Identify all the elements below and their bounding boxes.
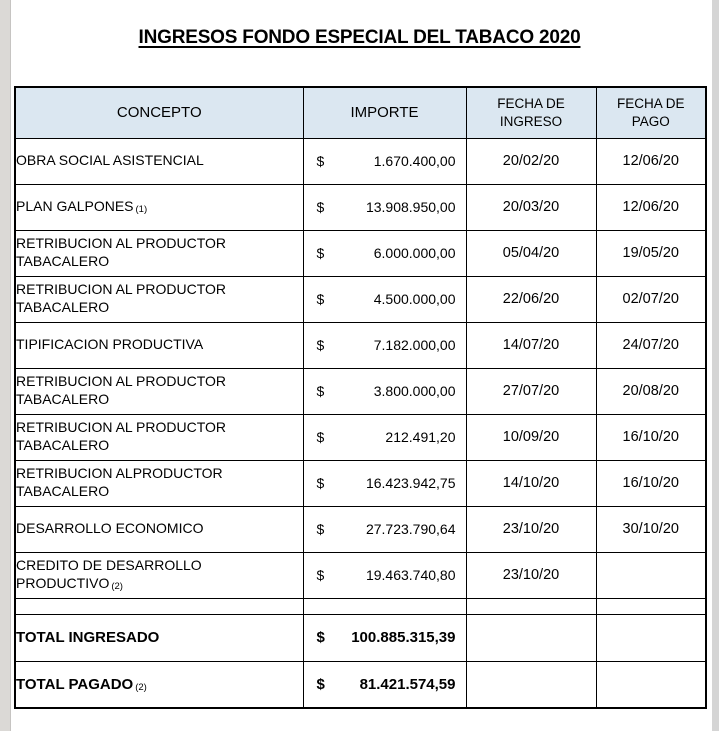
- cell-importe: [303, 614, 466, 661]
- cell-concepto: RETRIBUCION AL PRODUCTOR TABACALERO: [15, 368, 303, 414]
- amount: 3.800.000,00: [373, 383, 456, 399]
- cell-fecha-ingreso: [466, 661, 596, 708]
- cell-fecha-pago: 24/07/20: [596, 322, 706, 368]
- currency-symbol: $: [316, 629, 325, 646]
- footnote-marker: (2): [111, 581, 123, 592]
- cell-importe: [303, 661, 466, 708]
- currency-symbol: $: [316, 291, 325, 307]
- amount: 7.182.000,00: [373, 337, 456, 353]
- currency-symbol: $: [316, 245, 325, 261]
- amount: 1.670.400,00: [373, 153, 456, 169]
- amount: 19.463.740,80: [365, 567, 456, 583]
- cell-importe: [303, 552, 466, 598]
- table-row: [15, 460, 706, 506]
- amount: 212.491,20: [385, 429, 456, 445]
- total-pagado-row: [15, 661, 706, 708]
- cell-total-label: TOTAL PAGADO (2): [15, 661, 303, 708]
- footnote-marker: (2): [135, 681, 147, 693]
- currency-symbol: $: [316, 383, 325, 399]
- ingresos-table: [14, 86, 707, 709]
- amount: 16.423.942,75: [365, 475, 456, 491]
- cell-fecha-ingreso: 10/09/20: [466, 414, 596, 460]
- table-row: [15, 138, 706, 184]
- cell-concepto: DESARROLLO ECONOMICO: [15, 506, 303, 552]
- cell-concepto: PLAN GALPONES (1): [15, 184, 303, 230]
- total-ingresado-row: [15, 614, 706, 661]
- cell-importe: [303, 230, 466, 276]
- cell-fecha-ingreso: 05/04/20: [466, 230, 596, 276]
- currency-symbol: $: [316, 153, 325, 169]
- table-row: [15, 184, 706, 230]
- footnote-marker: (1): [135, 204, 148, 216]
- header-row: [15, 87, 706, 138]
- cell-concepto: RETRIBUCION AL PRODUCTOR TABACALERO: [15, 276, 303, 322]
- cell-fecha-pago: 02/07/20: [596, 276, 706, 322]
- table-row: [15, 414, 706, 460]
- currency-symbol: $: [316, 429, 325, 445]
- cell-fecha-pago: 16/10/20: [596, 460, 706, 506]
- cell-fecha-ingreso: 23/10/20: [466, 552, 596, 598]
- table-row: [15, 230, 706, 276]
- amount: 13.908.950,00: [365, 199, 456, 215]
- cell-fecha-ingreso: [466, 614, 596, 661]
- cell-fecha-pago: 16/10/20: [596, 414, 706, 460]
- table-row: [15, 506, 706, 552]
- col-header-fecha-ingreso: FECHA DE INGRESO: [466, 87, 596, 138]
- cell-importe: [303, 276, 466, 322]
- currency-symbol: $: [316, 675, 325, 693]
- cell-importe: [303, 460, 466, 506]
- cell-fecha-pago: 12/06/20: [596, 138, 706, 184]
- cell-concepto: CREDITO DE DESARROLLO PRODUCTIVO (2): [15, 552, 303, 598]
- cell-fecha-ingreso: 27/07/20: [466, 368, 596, 414]
- cell-fecha-ingreso: 23/10/20: [466, 506, 596, 552]
- currency-symbol: $: [316, 567, 325, 583]
- cell-fecha-pago: [596, 661, 706, 708]
- col-header-fecha-pago: FECHA DE PAGO: [596, 87, 706, 138]
- right-scrollbar-track[interactable]: [712, 0, 719, 731]
- cell-fecha-ingreso: 14/07/20: [466, 322, 596, 368]
- cell-concepto: RETRIBUCION ALPRODUCTOR TABACALERO: [15, 460, 303, 506]
- table-row: [15, 368, 706, 414]
- amount: 100.885.315,39: [351, 629, 456, 646]
- cell-importe: [303, 506, 466, 552]
- table-row: [15, 322, 706, 368]
- cell-fecha-ingreso: 22/06/20: [466, 276, 596, 322]
- cell-fecha-ingreso: 20/03/20: [466, 184, 596, 230]
- table-row: [15, 276, 706, 322]
- currency-symbol: $: [316, 337, 325, 353]
- cell-fecha-pago: 19/05/20: [596, 230, 706, 276]
- cell-importe: [303, 138, 466, 184]
- table-row: [15, 552, 706, 598]
- amount: 6.000.000,00: [373, 245, 456, 261]
- cell-concepto: RETRIBUCION AL PRODUCTOR TABACALERO: [15, 230, 303, 276]
- currency-symbol: $: [316, 475, 325, 491]
- cell-fecha-pago: 30/10/20: [596, 506, 706, 552]
- cell-fecha-pago: 12/06/20: [596, 184, 706, 230]
- cell-concepto: RETRIBUCION AL PRODUCTOR TABACALERO: [15, 414, 303, 460]
- cell-fecha-pago: [596, 614, 706, 661]
- cell-fecha-ingreso: 14/10/20: [466, 460, 596, 506]
- amount: 81.421.574,59: [359, 675, 456, 693]
- currency-symbol: $: [316, 199, 325, 215]
- page-title: INGRESOS FONDO ESPECIAL DEL TABACO 2020: [138, 27, 581, 48]
- cell-fecha-ingreso: 20/02/20: [466, 138, 596, 184]
- amount: 4.500.000,00: [373, 291, 456, 307]
- empty-row: [15, 598, 706, 614]
- cell-total-label: TOTAL INGRESADO: [15, 614, 303, 661]
- col-header-concepto: CONCEPTO: [15, 87, 303, 138]
- cell-importe: [303, 322, 466, 368]
- cell-importe: [303, 184, 466, 230]
- page-edge-left: [0, 0, 11, 731]
- cell-fecha-pago: [596, 552, 706, 598]
- cell-concepto: OBRA SOCIAL ASISTENCIAL: [15, 138, 303, 184]
- cell-importe: [303, 414, 466, 460]
- col-header-importe: IMPORTE: [303, 87, 466, 138]
- cell-importe: [303, 368, 466, 414]
- cell-fecha-pago: 20/08/20: [596, 368, 706, 414]
- amount: 27.723.790,64: [365, 521, 456, 537]
- cell-concepto: TIPIFICACION PRODUCTIVA: [15, 322, 303, 368]
- currency-symbol: $: [316, 521, 325, 537]
